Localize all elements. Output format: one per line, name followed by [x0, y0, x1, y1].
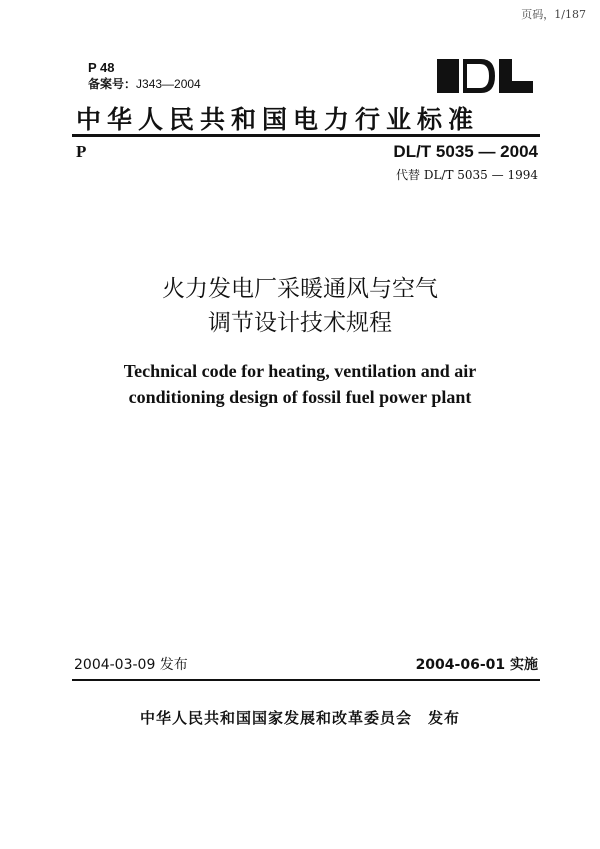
filing-number	[88, 75, 201, 92]
implementation-date: 2004-06-01 实施	[415, 657, 538, 673]
title-en-line1: Technical code for heating, ventilation and air	[123, 361, 477, 381]
standard-number: DL/T 5035 — 2004	[393, 142, 538, 161]
filing-value: J343—2004	[136, 77, 201, 91]
title-cn-line2: 调节设计技术规程	[208, 310, 392, 336]
replaces-standard: 代替 DL/T 5035 — 1994	[396, 168, 538, 182]
category-code: P	[76, 142, 87, 161]
issuing-authority: 中华人民共和国国家发展和改革委员会 发布	[139, 709, 460, 727]
title-en-line2: conditioning design of fossil fuel power plant	[128, 387, 472, 407]
title-chinese	[0, 272, 600, 340]
dl-logo	[437, 57, 533, 95]
ics-code: P 48	[88, 60, 115, 75]
footer-divider	[72, 679, 540, 681]
standard-organization: 中华人民共和国电力行业标准	[76, 105, 480, 134]
page-number: 页码，1/187	[521, 8, 586, 21]
header-divider	[72, 134, 540, 137]
title-cn-line1: 火力发电厂采暖通风与空气	[162, 276, 438, 302]
issue-date: 2004-03-09 发布	[74, 657, 188, 673]
filing-label: 备案号：	[88, 77, 137, 91]
title-english	[0, 358, 600, 410]
